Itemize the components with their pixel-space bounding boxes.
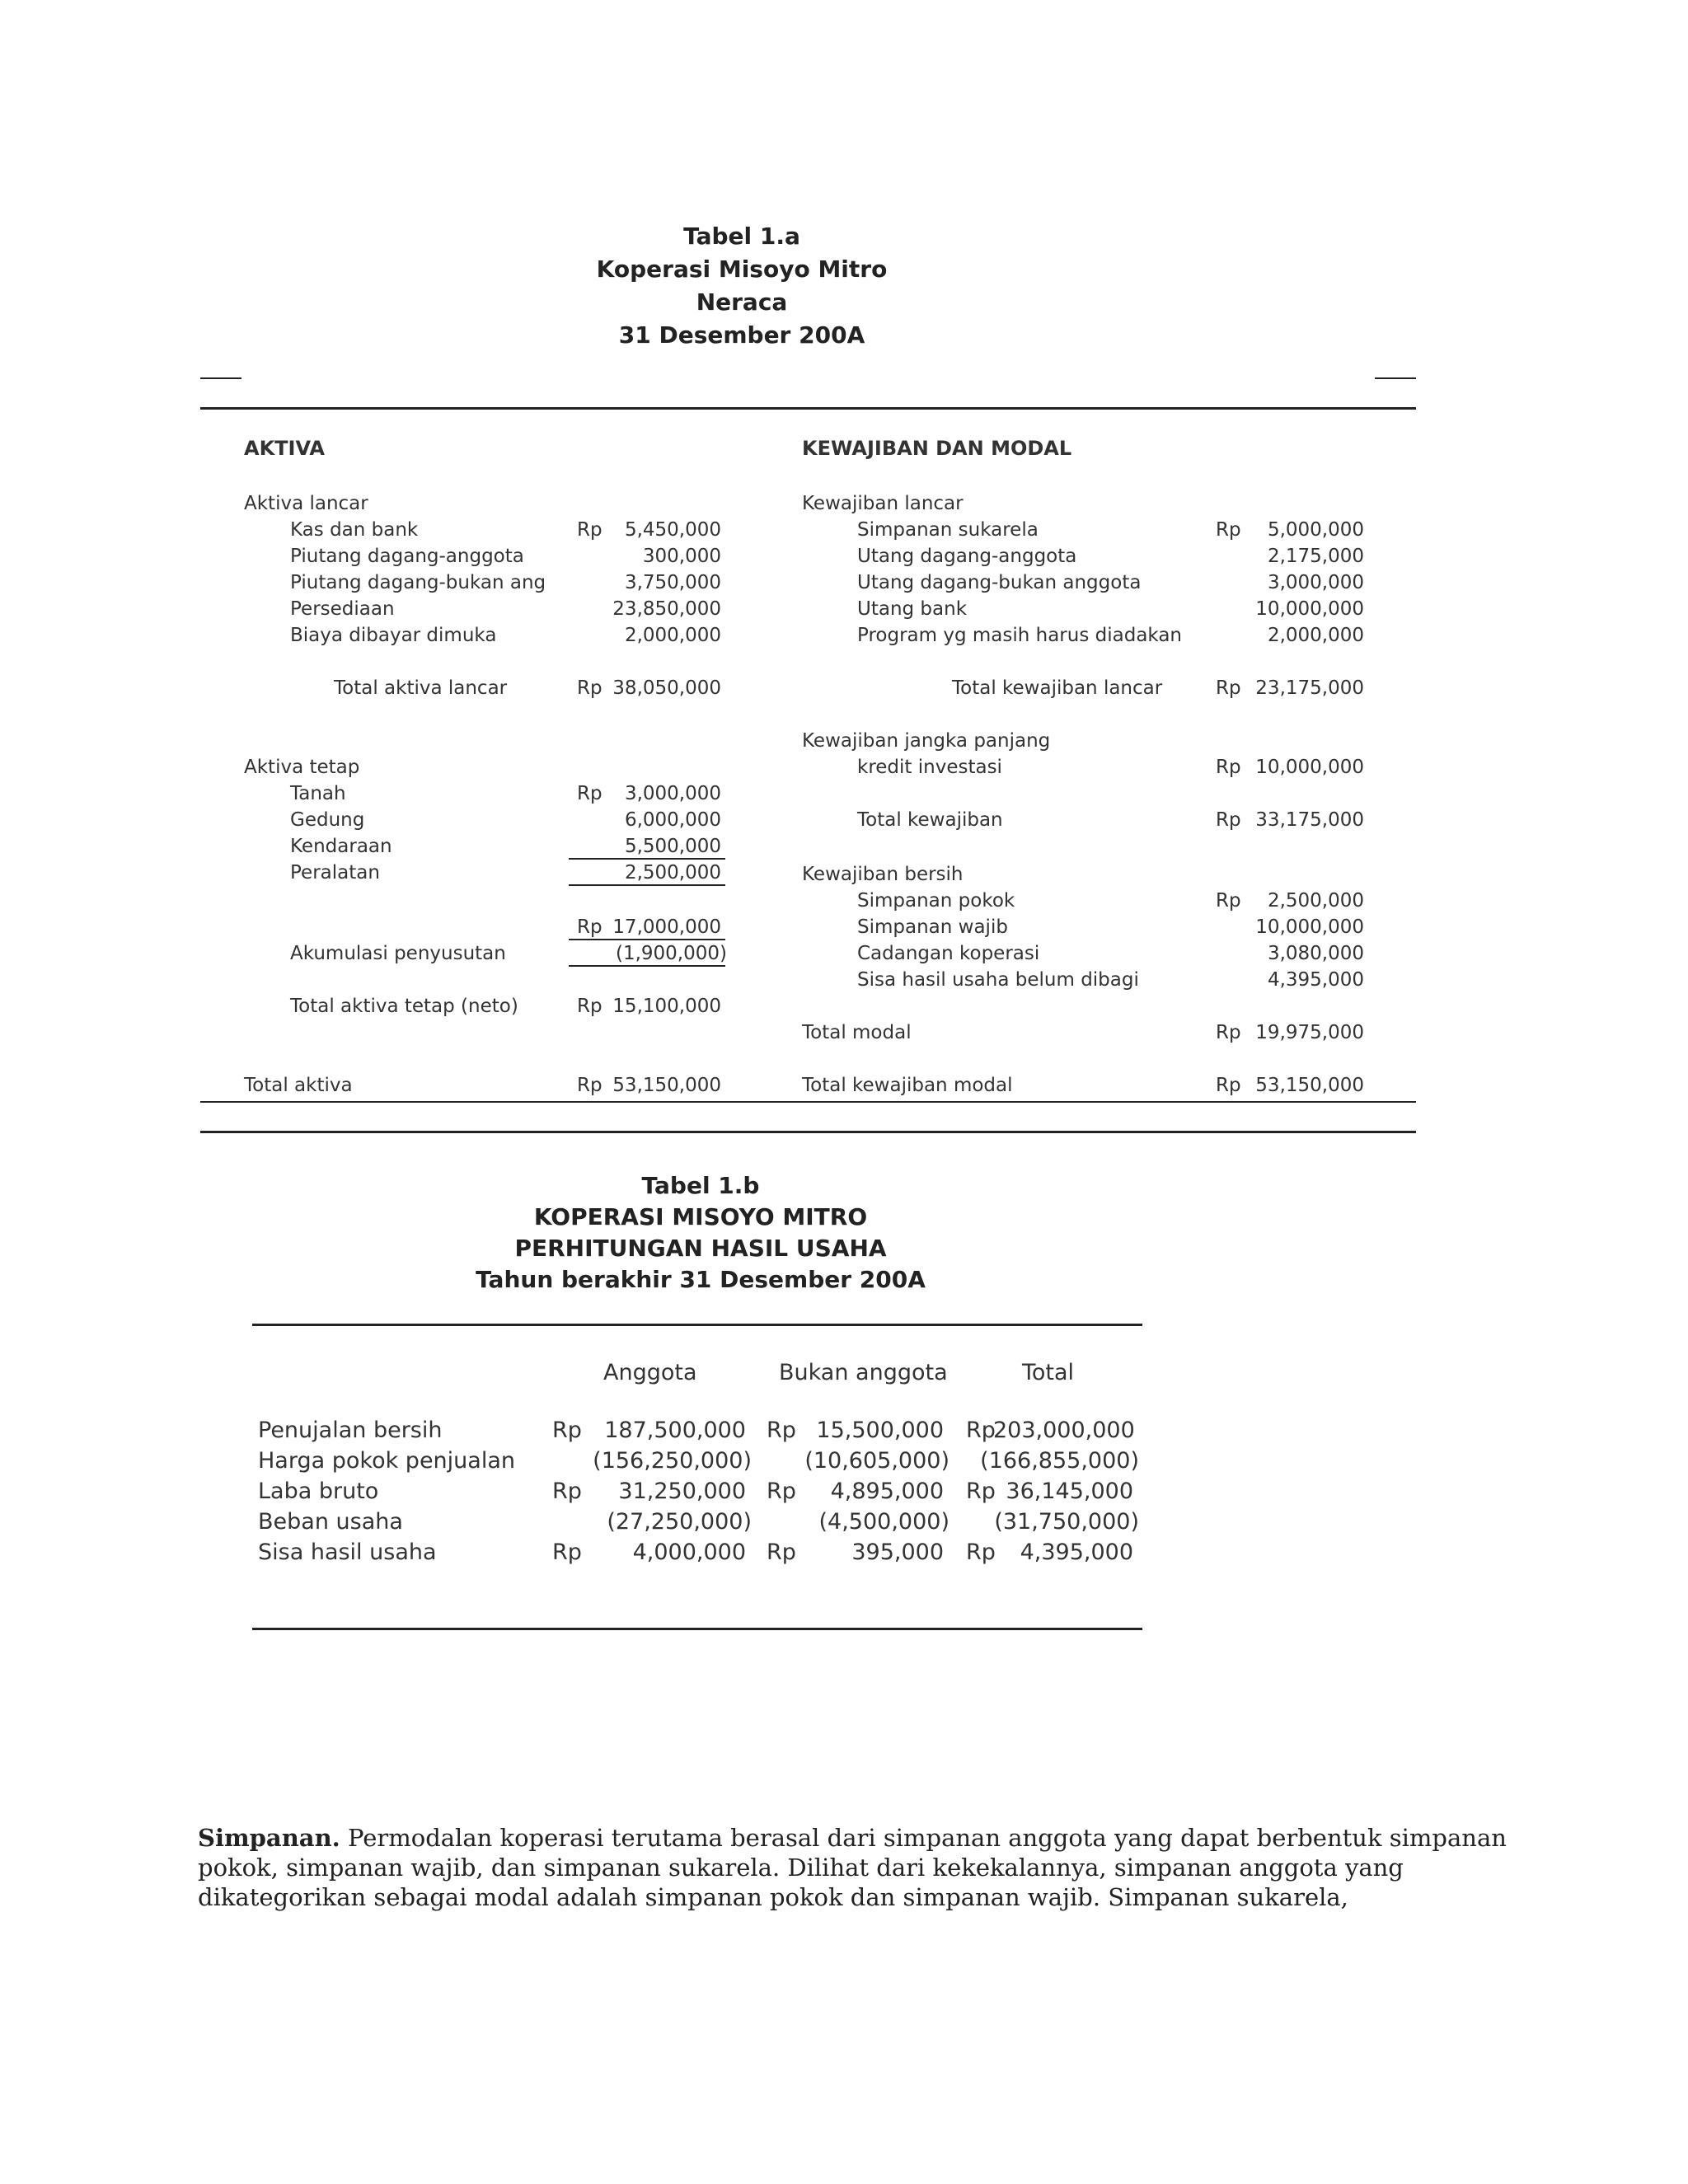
currency-label: Rp xyxy=(1216,1075,1241,1096)
list-item-label: Piutang dagang-bukan ang xyxy=(290,572,546,593)
list-item-label: Persediaan xyxy=(290,598,395,620)
table-a-report: Neraca xyxy=(696,288,788,316)
list-item-label: Utang bank xyxy=(857,598,968,620)
total-kewajiban-lancar-value: 23,175,000 xyxy=(1255,677,1364,699)
table-b-company: KOPERASI MISOYO MITRO xyxy=(533,1203,868,1230)
akumulasi-value: (1,900,000) xyxy=(615,943,727,964)
table-cell: 4,895,000 xyxy=(830,1479,944,1504)
list-item-value: 10,000,000 xyxy=(1255,757,1364,778)
list-item-label: Simpanan pokok xyxy=(857,890,1015,912)
currency-label: Rp xyxy=(577,783,603,804)
table-cell: 4,395,000 xyxy=(1020,1540,1133,1565)
list-item-label: Sisa hasil usaha belum dibagi xyxy=(857,969,1139,991)
list-item-value: 2,175,000 xyxy=(1267,546,1364,567)
underline xyxy=(569,965,725,967)
table-b-top-rule xyxy=(252,1324,1142,1326)
currency-label: Rp xyxy=(1216,890,1241,912)
table-cell: 203,000,000 xyxy=(993,1418,1135,1443)
table-row-label: Beban usaha xyxy=(258,1509,403,1535)
currency-label: Rp xyxy=(577,1075,603,1096)
currency-label: Rp xyxy=(767,1479,796,1504)
table-row-label: Penujalan bersih xyxy=(258,1418,443,1443)
paragraph-text: Permodalan koperasi terutama berasal dari simpanan anggota yang dapat berbentuk simpanan pokok, simpanan wajib, dan simpanan sukarela. Dilihat dari kekekalannya, simpanan anggota yang dikategorikan sebagai modal adalah simpanan pokok dan simpanan wajib. Simpanan sukarela, xyxy=(198,1824,1507,1911)
aktiva-header: AKTIVA xyxy=(244,437,325,460)
total-kewajiban-value: 33,175,000 xyxy=(1255,809,1364,831)
table-b-title: Tabel 1.b xyxy=(641,1172,760,1199)
list-item-label: Utang dagang-bukan anggota xyxy=(857,572,1142,593)
currency-label: Rp xyxy=(552,1418,582,1443)
currency-label: Rp xyxy=(966,1479,996,1504)
table-a-date: 31 Desember 200A xyxy=(618,321,865,349)
table-cell: (156,250,000) xyxy=(593,1448,752,1474)
currency-label: Rp xyxy=(1216,519,1241,541)
currency-label: Rp xyxy=(577,677,603,699)
paragraph-lead: Simpanan. xyxy=(198,1824,340,1852)
list-item-value: 2,000,000 xyxy=(1267,625,1364,646)
currency-label: Rp xyxy=(577,916,603,938)
total-kewajiban-label: Total kewajiban xyxy=(857,809,1003,831)
currency-label: Rp xyxy=(1216,1022,1241,1043)
list-item-label: Gedung xyxy=(290,809,365,831)
currency-label: Rp xyxy=(577,996,603,1017)
table-cell: (10,605,000) xyxy=(804,1448,950,1474)
table-cell: 187,500,000 xyxy=(604,1418,746,1443)
list-item-value: 10,000,000 xyxy=(1255,916,1364,938)
akumulasi-label: Akumulasi penyusutan xyxy=(290,943,506,964)
list-item-label: Peralatan xyxy=(290,862,380,883)
kewajiban-panjang-label: Kewajiban jangka panjang xyxy=(802,730,1051,752)
currency-label: Rp xyxy=(577,519,603,541)
list-item-value: 3,080,000 xyxy=(1267,943,1364,964)
table-a-title: Tabel 1.a xyxy=(683,223,800,250)
column-header: Total xyxy=(1022,1360,1075,1385)
table-cell: (4,500,000) xyxy=(818,1509,950,1535)
kewajiban-bersih-label: Kewajiban bersih xyxy=(802,864,964,885)
list-item-value: 10,000,000 xyxy=(1255,598,1364,620)
total-kewajiban-lancar-label: Total kewajiban lancar xyxy=(952,677,1163,699)
list-item-value: 2,000,000 xyxy=(624,625,721,646)
list-item-label: Simpanan wajib xyxy=(857,916,1008,938)
table-a-bottom-rule xyxy=(200,1131,1416,1133)
list-item-value: 3,000,000 xyxy=(1267,572,1364,593)
list-item-value: 4,395,000 xyxy=(1267,969,1364,991)
list-item-value: 3,750,000 xyxy=(624,572,721,593)
aktiva-tetap-label: Aktiva tetap xyxy=(244,757,360,778)
aktiva-lancar-label: Aktiva lancar xyxy=(244,493,368,514)
total-aktiva-lancar-value: 38,050,000 xyxy=(612,677,721,699)
currency-label: Rp xyxy=(1216,677,1241,699)
list-item-value: 3,000,000 xyxy=(624,783,721,804)
total-aktiva-tetap-label: Total aktiva tetap (neto) xyxy=(290,996,518,1017)
currency-label: Rp xyxy=(552,1540,582,1565)
table-cell: (31,750,000) xyxy=(994,1509,1139,1535)
list-item-label: Tanah xyxy=(290,783,346,804)
table-row-label: Laba bruto xyxy=(258,1479,379,1504)
table-a-company: Koperasi Misoyo Mitro xyxy=(596,255,888,283)
list-item-label: Biaya dibayar dimuka xyxy=(290,625,497,646)
total-aktiva-lancar-label: Total aktiva lancar xyxy=(334,677,508,699)
currency-label: Rp xyxy=(767,1540,796,1565)
currency-label: Rp xyxy=(966,1540,996,1565)
underline xyxy=(569,939,725,940)
list-item-label: Program yg masih harus diadakan xyxy=(857,625,1182,646)
kewajiban-lancar-label: Kewajiban lancar xyxy=(802,493,964,514)
table-cell: 31,250,000 xyxy=(618,1479,746,1504)
list-item-value: 2,500,000 xyxy=(1267,890,1364,912)
list-item-label: kredit investasi xyxy=(857,757,1002,778)
list-item-label: Kendaraan xyxy=(290,836,392,857)
currency-label: Rp xyxy=(966,1418,996,1443)
currency-label: Rp xyxy=(767,1418,796,1443)
table-b-bottom-rule xyxy=(252,1628,1142,1630)
list-item-value: 6,000,000 xyxy=(624,809,721,831)
table-cell: (27,250,000) xyxy=(607,1509,752,1535)
table-cell: 36,145,000 xyxy=(1006,1479,1133,1504)
underline xyxy=(569,858,725,860)
currency-label: Rp xyxy=(552,1479,582,1504)
table-row-label: Harga pokok penjualan xyxy=(258,1448,515,1474)
list-item-value: 5,000,000 xyxy=(1267,519,1364,541)
list-item-value: 5,450,000 xyxy=(624,519,721,541)
total-aktiva-label: Total aktiva xyxy=(244,1075,353,1096)
body-paragraph xyxy=(198,1823,1517,1912)
table-cell: 15,500,000 xyxy=(816,1418,944,1443)
aktiva-tetap-subtotal: 17,000,000 xyxy=(612,916,721,938)
total-rule xyxy=(200,1101,1416,1103)
total-aktiva-tetap-value: 15,100,000 xyxy=(612,996,721,1017)
currency-label: Rp xyxy=(1216,809,1241,831)
total-kewajiban-modal-label: Total kewajiban modal xyxy=(802,1075,1013,1096)
total-kewajiban-modal-value: 53,150,000 xyxy=(1255,1075,1364,1096)
list-item-label: Piutang dagang-anggota xyxy=(290,546,524,567)
total-modal-value: 19,975,000 xyxy=(1255,1022,1364,1043)
kewajiban-header: KEWAJIBAN DAN MODAL xyxy=(802,437,1072,460)
list-item-label: Cadangan koperasi xyxy=(857,943,1040,964)
currency-label: Rp xyxy=(1216,757,1241,778)
table-cell: 395,000 xyxy=(851,1540,944,1565)
list-item-value: 2,500,000 xyxy=(624,862,721,883)
table-b-report: PERHITUNGAN HASIL USAHA xyxy=(514,1235,887,1262)
list-item-label: Simpanan sukarela xyxy=(857,519,1039,541)
table-cell: (166,855,000) xyxy=(980,1448,1139,1474)
column-header: Bukan anggota xyxy=(779,1360,948,1385)
list-item-label: Utang dagang-anggota xyxy=(857,546,1077,567)
column-header: Anggota xyxy=(603,1360,697,1385)
table-cell: 4,000,000 xyxy=(632,1540,746,1565)
total-aktiva-value: 53,150,000 xyxy=(612,1075,721,1096)
total-modal-label: Total modal xyxy=(802,1022,912,1043)
list-item-value: 5,500,000 xyxy=(624,836,721,857)
table-row-label: Sisa hasil usaha xyxy=(258,1540,437,1565)
underline xyxy=(569,884,725,886)
list-item-value: 300,000 xyxy=(642,546,721,567)
list-item-label: Kas dan bank xyxy=(290,519,419,541)
list-item-value: 23,850,000 xyxy=(612,598,721,620)
table-b-period: Tahun berakhir 31 Desember 200A xyxy=(476,1266,926,1293)
